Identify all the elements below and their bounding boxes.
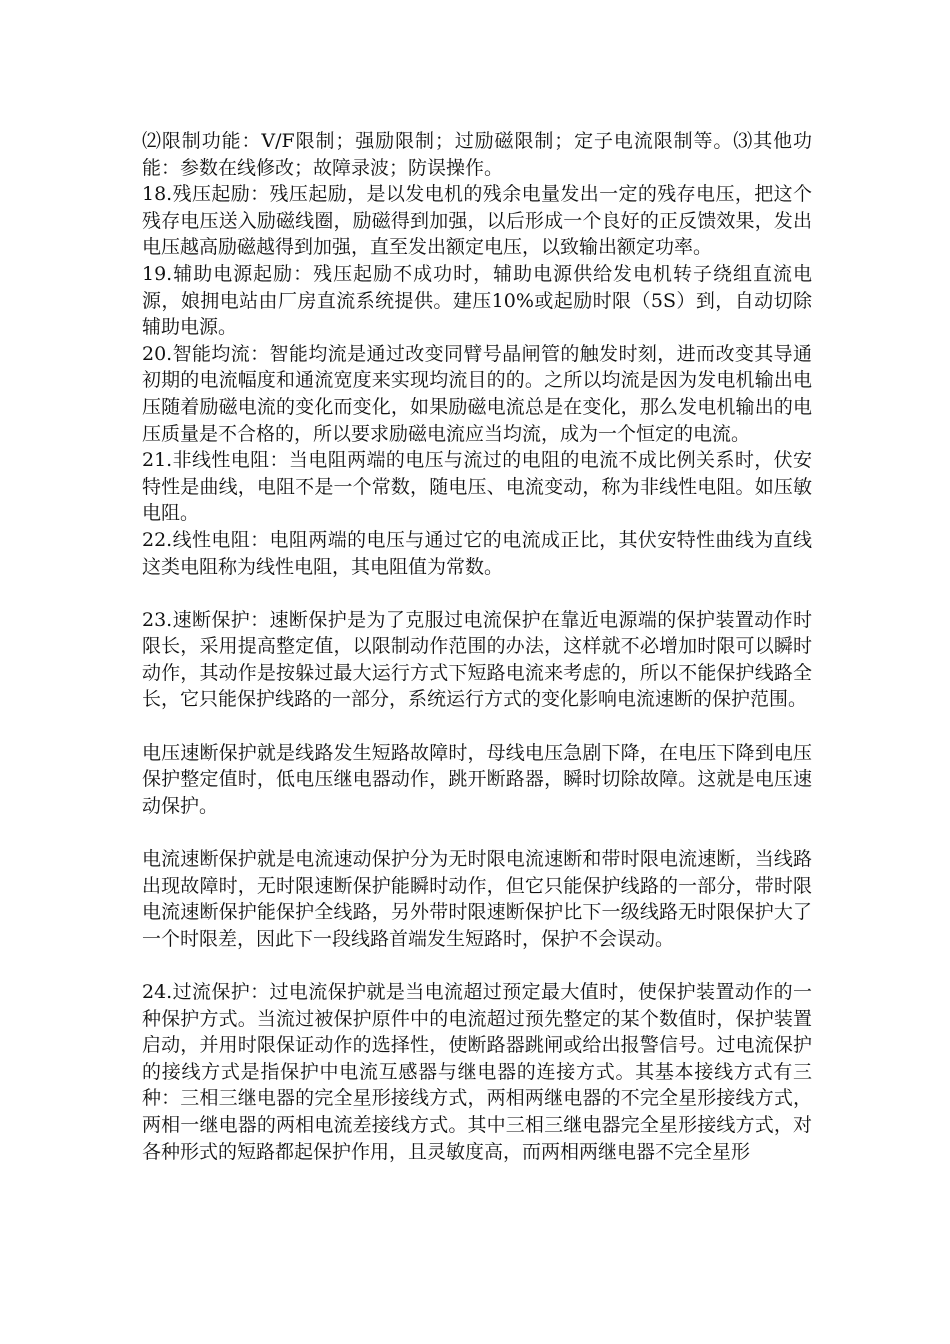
paragraph-19-auxiliary-power-excitation: 19.辅助电源起励：残压起励不成功时，辅助电源供给发电机转子绕组直流电源，娘拥电站由厂房直流系统提供。建压10%或起励时限（5S）到，自动切除辅助电源。 xyxy=(142,262,812,339)
paragraph-control-functions: ⑵限制功能：V/F限制；强励限制；过励磁限制；定子电流限制等。⑶其他功能：参数在线修改；故障录波；防误操作。 xyxy=(142,130,812,179)
paragraph-21-nonlinear-resistor: 21.非线性电阻：当电阻两端的电压与流过的电阻的电流不成比例关系时，伏安特性是曲线，电阻不是一个常数，随电压、电流变动，称为非线性电阻。如压敏电阻。 xyxy=(142,449,812,525)
paragraph-spacer xyxy=(142,713,812,740)
paragraph-23-instantaneous-protection: 23.速断保护：速断保护是为了克服过电流保护在靠近电源端的保护装置动作时限长，采用提高整定值，以限制动作范围的办法，这样就不必增加时限可以瞬时动作，其动作是按躲过最大运行方式下短路电流来考虑的，所以不能保护线路全长，它只能保护线路的一部分，系统运行方式的变化影响电流速断的保护范围。 xyxy=(142,608,812,711)
paragraph-voltage-instantaneous-protection: 电压速断保护就是线路发生短路故障时，母线电压急剧下降，在电压下降到电压保护整定值时，低电压继电器动作，跳开断路器，瞬时切除故障。这就是电压速动保护。 xyxy=(142,741,812,817)
paragraph-current-instantaneous-protection: 电流速断保护就是电流速动保护分为无时限电流速断和带时限电流速断，当线路出现故障时，无时限速断保护能瞬时动作，但它只能保护线路的一部分，带时限电流速断保护能保护全线路，另外带时限速断保护比下一级线路无时限保护大了一个时限差，因此下一段线路首端发生短路时，保护不会误动。 xyxy=(142,848,812,950)
paragraph-20-intelligent-current-sharing: 20.智能均流：智能均流是通过改变同臂号晶闸管的触发时刻，进而改变其导通初期的电流幅度和通流宽度来实现均流目的的。之所以均流是因为发电机输出电压随着励磁电流的变化而变化，如果励磁电流总是在变化，那么发电机输出的电压质量是不合格的，所以要求励磁电流应当均流，成为一个恒定的电流。 xyxy=(142,342,812,445)
paragraph-18-residual-voltage-excitation: 18.残压起励：残压起励，是以发电机的残余电量发出一定的残存电压，把这个残存电压送入励磁线圈，励磁得到加强，以后形成一个良好的正反馈效果，发出电压越高励磁越得到加强，直至发出额定电压，以致输出额定功率。 xyxy=(142,183,812,259)
paragraph-22-linear-resistor: 22.线性电阻：电阻两端的电压与通过它的电流成正比，其伏安特性曲线为直线这类电阻称为线性电阻，其电阻值为常数。 xyxy=(142,528,812,578)
paragraph-spacer xyxy=(142,819,812,846)
paragraph-spacer xyxy=(142,580,812,607)
document-body xyxy=(142,128,812,1165)
paragraph-24-overcurrent-protection: 24.过流保护：过电流保护就是当电流超过预定最大值时，使保护装置动作的一种保护方式。当流过被保护原件中的电流超过预先整定的某个数值时，保护装置启动，并用时限保证动作的选择性，使断路器跳闸或给出报警信号。过电流保护的接线方式是指保护中电流互感器与继电器的连接方式。其基本接线方式有三种：三相三继电器的完全星形接线方式，两相两继电器的不完全星形接线方式，两相一继电器的两相电流差接线方式。其中三相三继电器完全星形接线方式，对各种形式的短路都起保护作用，且灵敏度高，而两相两继电器不完全星形 xyxy=(142,981,812,1163)
paragraph-spacer xyxy=(142,952,812,979)
